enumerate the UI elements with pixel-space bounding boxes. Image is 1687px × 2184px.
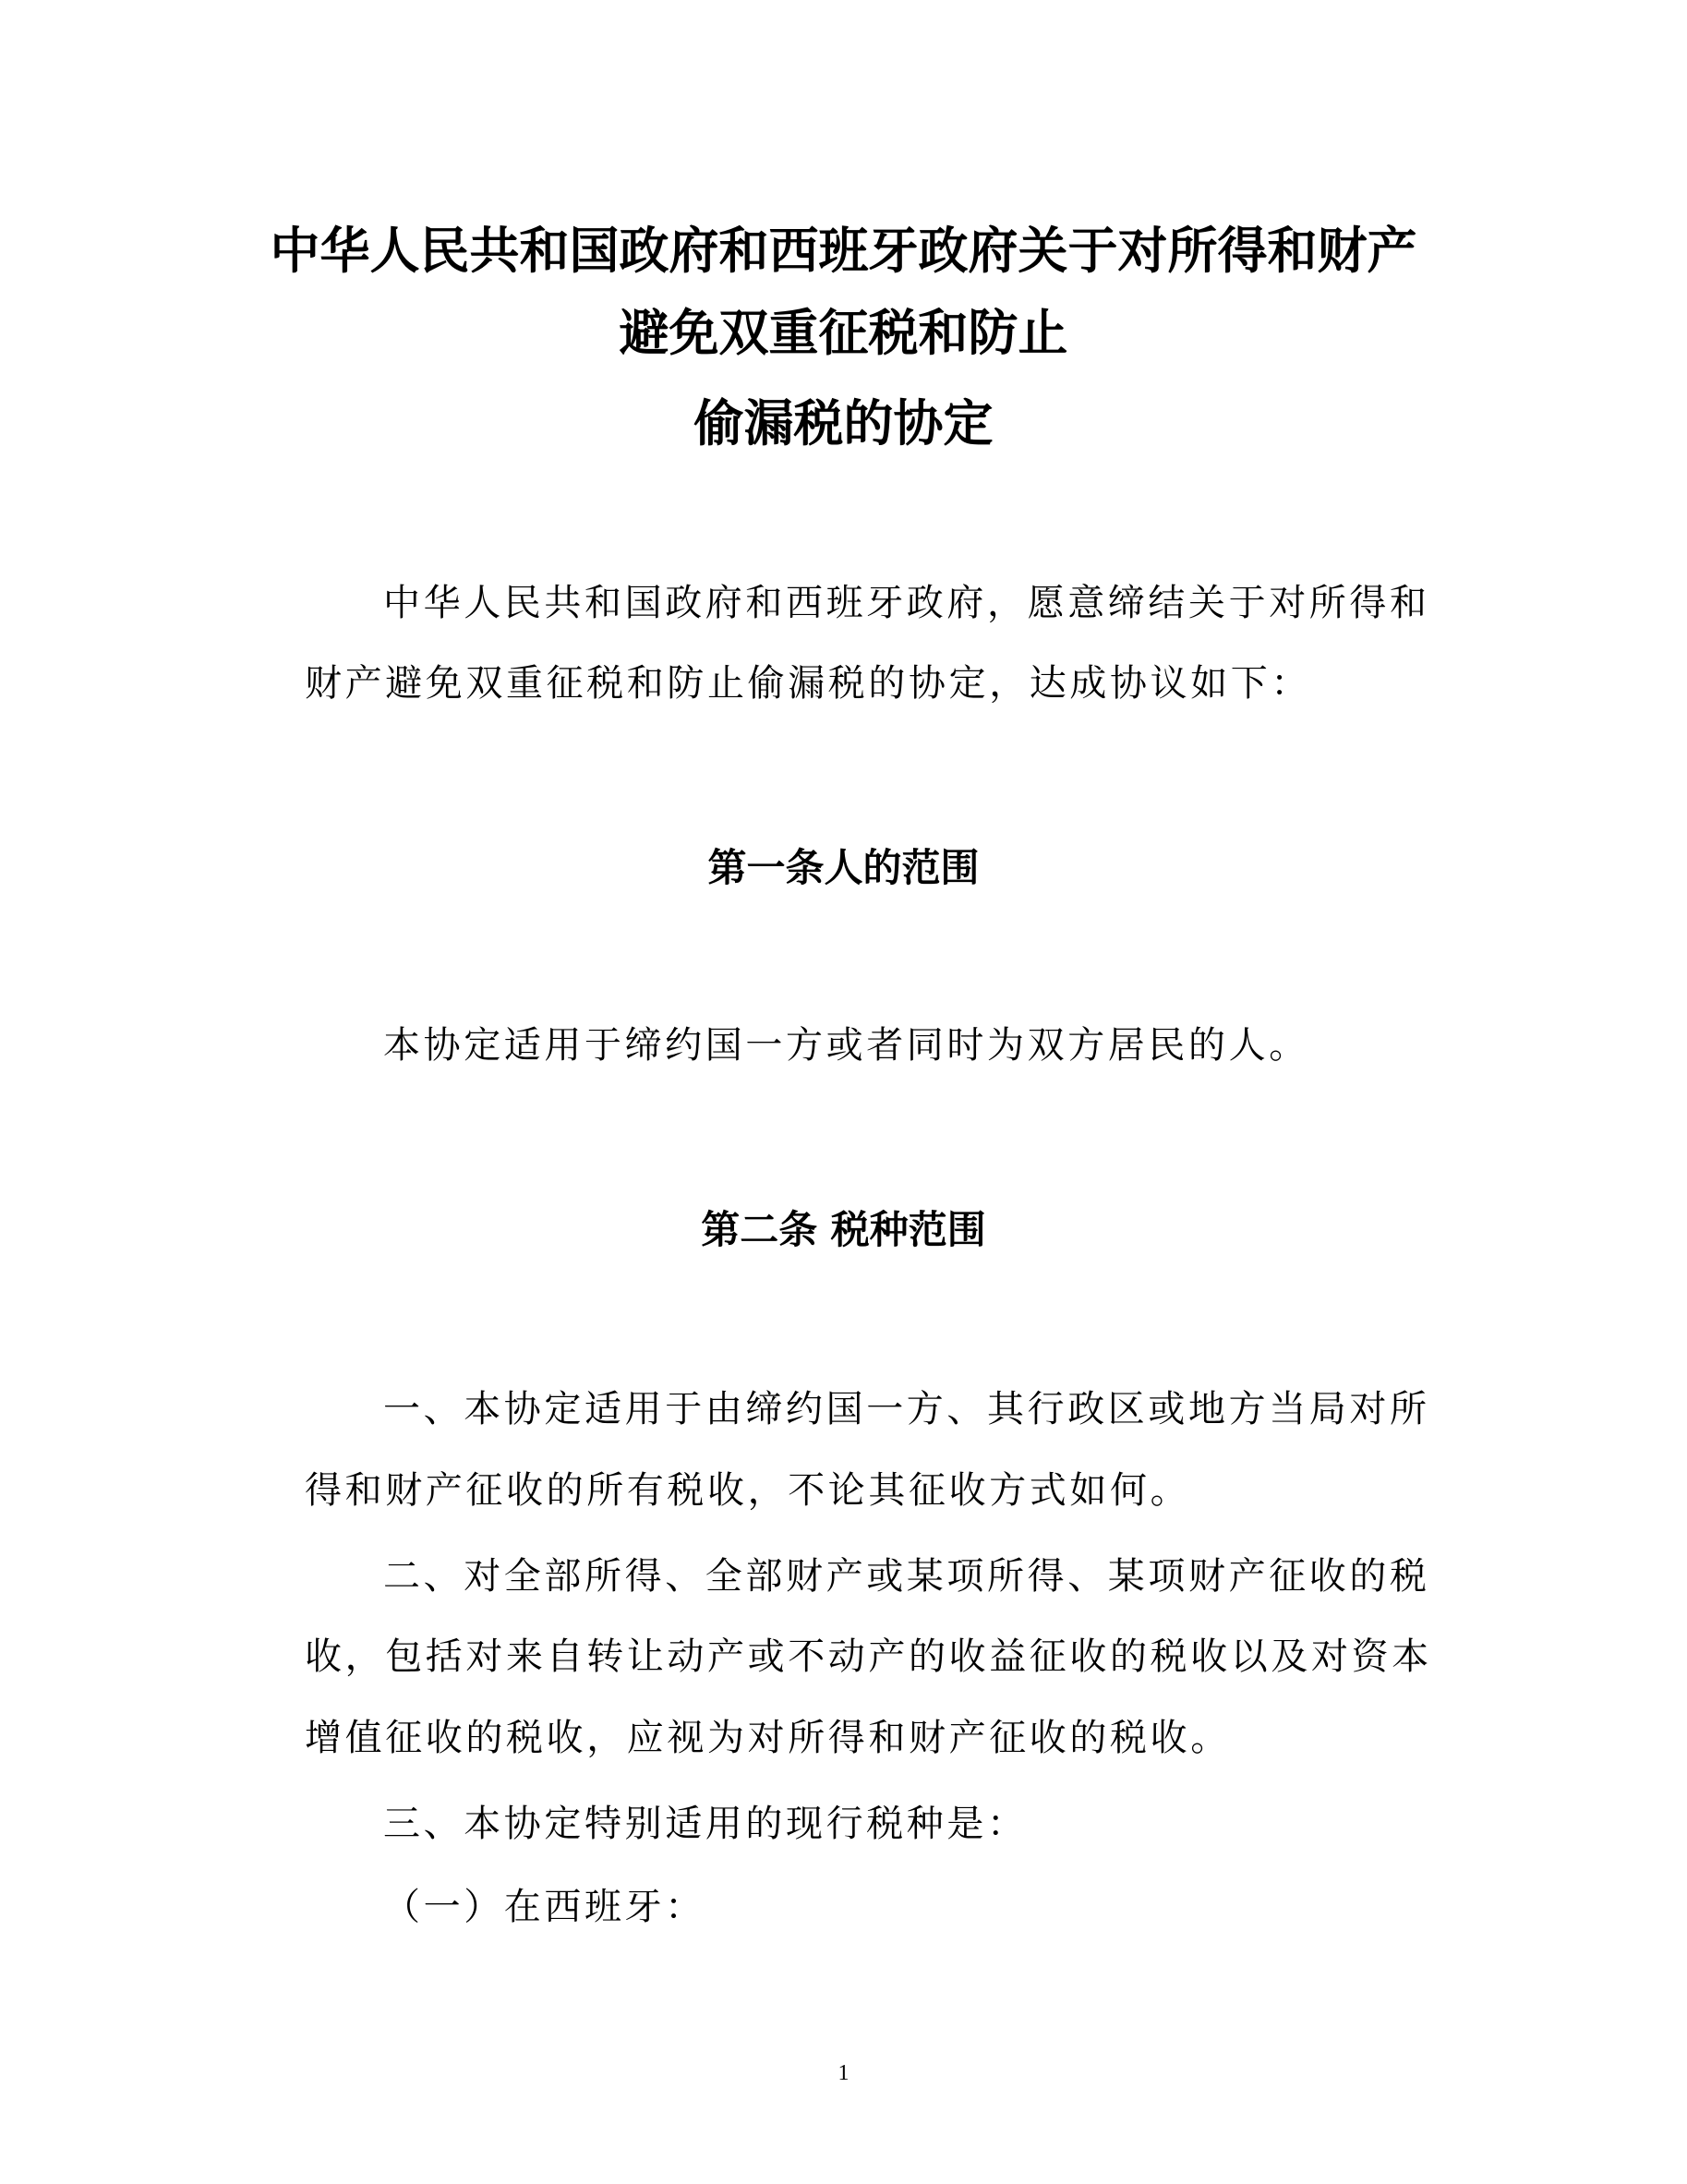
article-2-line-6: 三、本协定特别适用的现行税种是： [383,1803,1028,1845]
article-1-paragraph: 本协定适用于缔约国一方或者同时为双方居民的人。 [383,1024,1309,1067]
article-2-line-1: 一、本协定适用于由缔约国一方、其行政区或地方当局对所 [383,1388,1430,1430]
preamble-line-2: 财产避免双重征税和防止偷漏税的协定，达成协议如下： [305,662,1311,705]
document-title-line-3: 偷漏税的协定 [693,394,994,452]
document-title-line-2: 避免双重征税和防止 [619,304,1068,362]
preamble-line-1: 中华人民共和国政府和西班牙政府，愿意缔结关于对所得和 [383,582,1430,624]
article-2-line-3: 二、对全部所得、全部财产或某项所得、某项财产征收的税 [383,1555,1430,1598]
article-2-heading: 第二条 税种范围 [701,1207,986,1252]
article-2-line-5: 增值征收的税收，应视为对所得和财产征收的税收。 [305,1717,1231,1759]
article-2-line-7: （一）在西班牙： [383,1886,705,1928]
article-2-line-4: 收，包括对来自转让动产或不动产的收益征收的税收以及对资本 [305,1635,1432,1678]
page-number: 1 [837,2061,850,2085]
article-1-heading: 第一条人的范围 [707,845,980,890]
document-title-line-1: 中华人民共和国政府和西班牙政府关于对所得和财产 [270,222,1417,280]
article-2-line-2: 得和财产征收的所有税收，不论其征收方式如何。 [305,1469,1191,1512]
